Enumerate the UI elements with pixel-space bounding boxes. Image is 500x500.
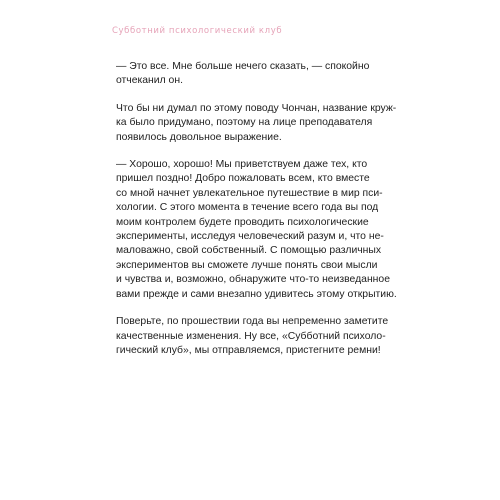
text-line: качественные изменения. Ну все, «Субботний психоло- [116,330,386,342]
text-line: моим контролем будете проводить психологические [116,216,369,228]
text-line: хологии. С этого момента в течение всего года вы под [116,202,379,214]
paragraph [116,60,374,89]
text-line: вами прежде и сами внезапно удивитесь этому открытию. [116,288,397,300]
text-line: со мной начнет увлекательное путешествие в мир пси- [116,187,383,199]
body-text [116,60,397,371]
paragraph [116,102,397,145]
text-line: гический клуб», мы отправляемся, пристегните ремни! [116,344,381,356]
text-line: ка было придумано, поэтому на лице преподавателя [116,117,373,129]
text-line: Что бы ни думал по этому поводу Чончан, название круж- [116,102,397,114]
text-line: маловажно, свой собственный. С помощью различных [116,245,382,257]
text-line: — Это все. Мне больше нечего сказать, — спокойно [116,61,370,72]
text-line: эксперименты, исследуя человеческий разум и, что не- [116,231,384,243]
text-line: экспериментов вы сможете лучше понять свои мысли [116,259,378,271]
paragraph [116,315,389,358]
text-line: и чувства и, возможно, обнаружите что-то неизведанное [116,274,390,286]
text-line: — Хорошо, хорошо! Мы приветствуем даже тех, кто [116,159,368,171]
running-header: Субботний психологический клуб [112,26,283,36]
text-line: Поверьте, по прошествии года вы непременно заметите [116,316,389,328]
text-line: появилось довольное выражение. [116,131,282,143]
text-line: отчеканил он. [116,75,183,87]
text-line: пришел поздно! Добро пожаловать всем, кто вместе [116,173,370,185]
paragraph [116,158,397,302]
